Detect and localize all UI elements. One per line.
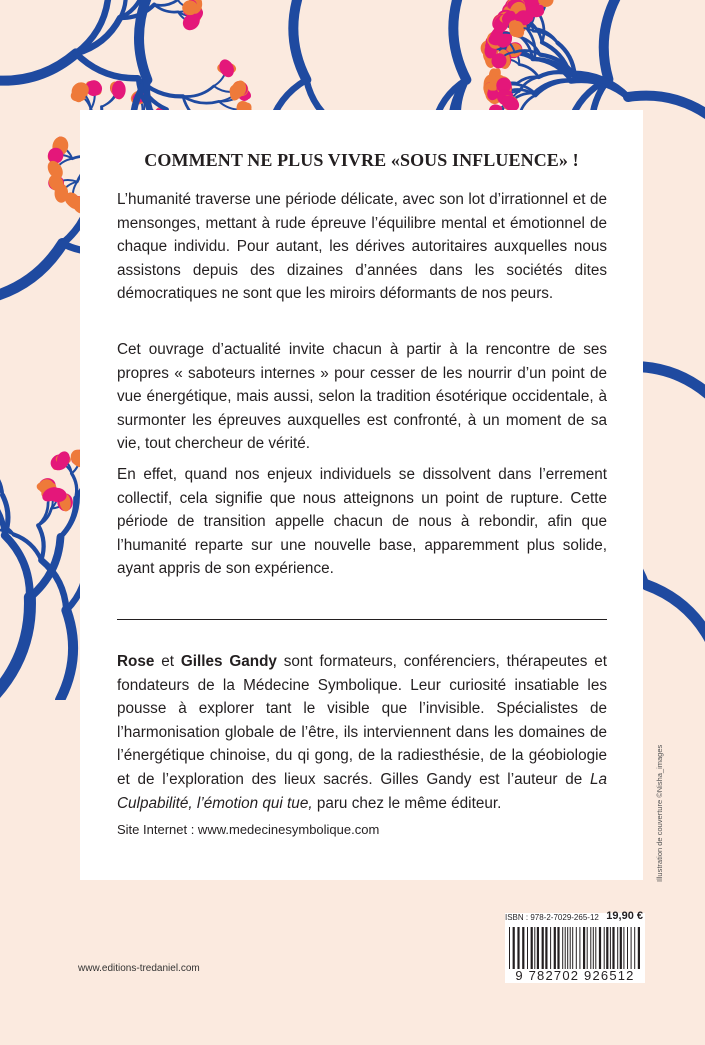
barcode-bar [522,927,524,969]
cover-heading: COMMENT NE PLUS VIVRE «SOUS INFLUENCE» ! [144,150,579,170]
barcode-bar [610,927,611,969]
branch [535,81,571,96]
barcode-bar [590,927,591,969]
barcode-bar [617,927,618,969]
barcode-bar [612,927,614,969]
branch [0,244,63,300]
barcode-bar [554,927,556,969]
barcode-bar [570,927,571,969]
barcode-bar [631,927,632,969]
barcode-bar [576,927,577,969]
barcode-bar [562,927,563,969]
price: 19,90 € [606,910,643,922]
branch [604,0,620,79]
barcode-bar [583,927,585,969]
barcode-bar [604,927,605,969]
paragraph-1: L’humanité traverse une période délicate, avec son lot d’irrationnel et de mensonges, mettant à rude épreuve l’équilibre mental et émotionnel de chaque individu. Pour autant, les dérives autoritaires auxquelles nous assistons depuis des dizaines d’années dans les sociétés dites démocratiques ne sont que les miroirs déformants de nos peurs. [117,191,607,303]
previous-book-title: La Culpabilité, l’émotion qui tue, [117,770,607,812]
barcode-bar [587,927,588,969]
barcode-bar [620,927,622,969]
divider [117,619,607,620]
barcode-bar [550,927,551,969]
paragraph-3: En effet, quand nos enjeux individuels se dissolvent dans l’errement collectif, cela signifie que nous atteignons un point de rupture. Cette période de transition appelle chacun de nous à rebondir, afin que l’humanité reparte sur une nouvelle base, apparemment plus solide, ayant appris de son expérience. [117,466,607,578]
author-name-rose: Rose [117,653,155,670]
author-connector: et [154,653,181,670]
branch [76,53,138,78]
barcode-bar [572,927,573,969]
barcode-bar [545,927,547,969]
isbn-label: ISBN : 978-2-7029-265-12 [505,913,599,922]
paragraph-2: Cet ouvrage d’actualité invite chacun à partir à la rencontre de ses propres « saboteurs internes » pour cesser de les nourrir d’un point de vue énergétique, mais aussi, selon la tradition ésotérique occidentale, à surmonter les épreuves auxquelles est confronté, à un moment de sa vie, tout chercheur de vérité. [117,341,607,453]
branch [72,473,77,498]
illustration-credit: Illustration de couverture ©Nisha_images [655,744,664,882]
barcode-bar [595,927,596,969]
barcode-bar [557,927,559,969]
branch [5,535,30,597]
barcode-bar [542,927,544,969]
bio-end: paru chez le même éditeur. [312,794,502,812]
bio-text: sont formateurs, conférenciers, thérapeutes et fondateurs de la Médecine Symbolique. Leur curiosité insatiable les pousse à explorer tant le visible que l’invisible. Spécialistes de l’harmonisation globale de l’être, ils interviennent dans les domaines de l’énergétique chinoise, du qi gong, de la radiesthésie, de la géobiologie et de l’exploration des lieux sacrés. Gilles Gandy est l’auteur de [117,653,607,788]
barcode-bar [634,927,635,969]
barcode-digits: 9 782702 926512 [515,968,635,983]
branch [519,65,538,78]
barcode-bar [517,927,519,969]
author-name-gilles: Gilles Gandy [180,653,277,670]
barcode-bar [565,927,566,969]
barcode-bar [509,927,510,969]
publisher-url: www.editions-tredaniel.com [78,963,200,974]
branch [646,585,705,650]
branch [60,610,73,700]
barcode-bar [606,927,608,969]
barcode-bar [513,927,515,969]
branch [154,0,177,5]
barcode-bar [527,927,528,969]
barcode-bar [623,927,624,969]
barcode-bar [627,927,628,969]
barcode-bar [638,927,640,969]
barcode-bar [579,927,580,969]
branch [0,53,76,80]
branch [453,0,466,80]
leaf [112,81,126,100]
barcode-bar [599,927,601,969]
barcode-bar [593,927,594,969]
leaf [217,57,237,80]
author-bio [117,650,607,815]
barcode-bar [567,927,568,969]
barcode-bar [537,927,539,969]
back-cover-text-panel [80,110,643,880]
branch [183,86,214,96]
isbn-barcode-block [505,910,645,983]
branch [0,597,30,700]
website-line: Site Internet : www.medecinesymbolique.com [117,822,380,837]
branch [293,0,306,80]
barcode-bar [534,927,535,969]
isbn-line [505,910,645,922]
barcode-icon [505,927,645,969]
barcode-bar [531,927,533,969]
